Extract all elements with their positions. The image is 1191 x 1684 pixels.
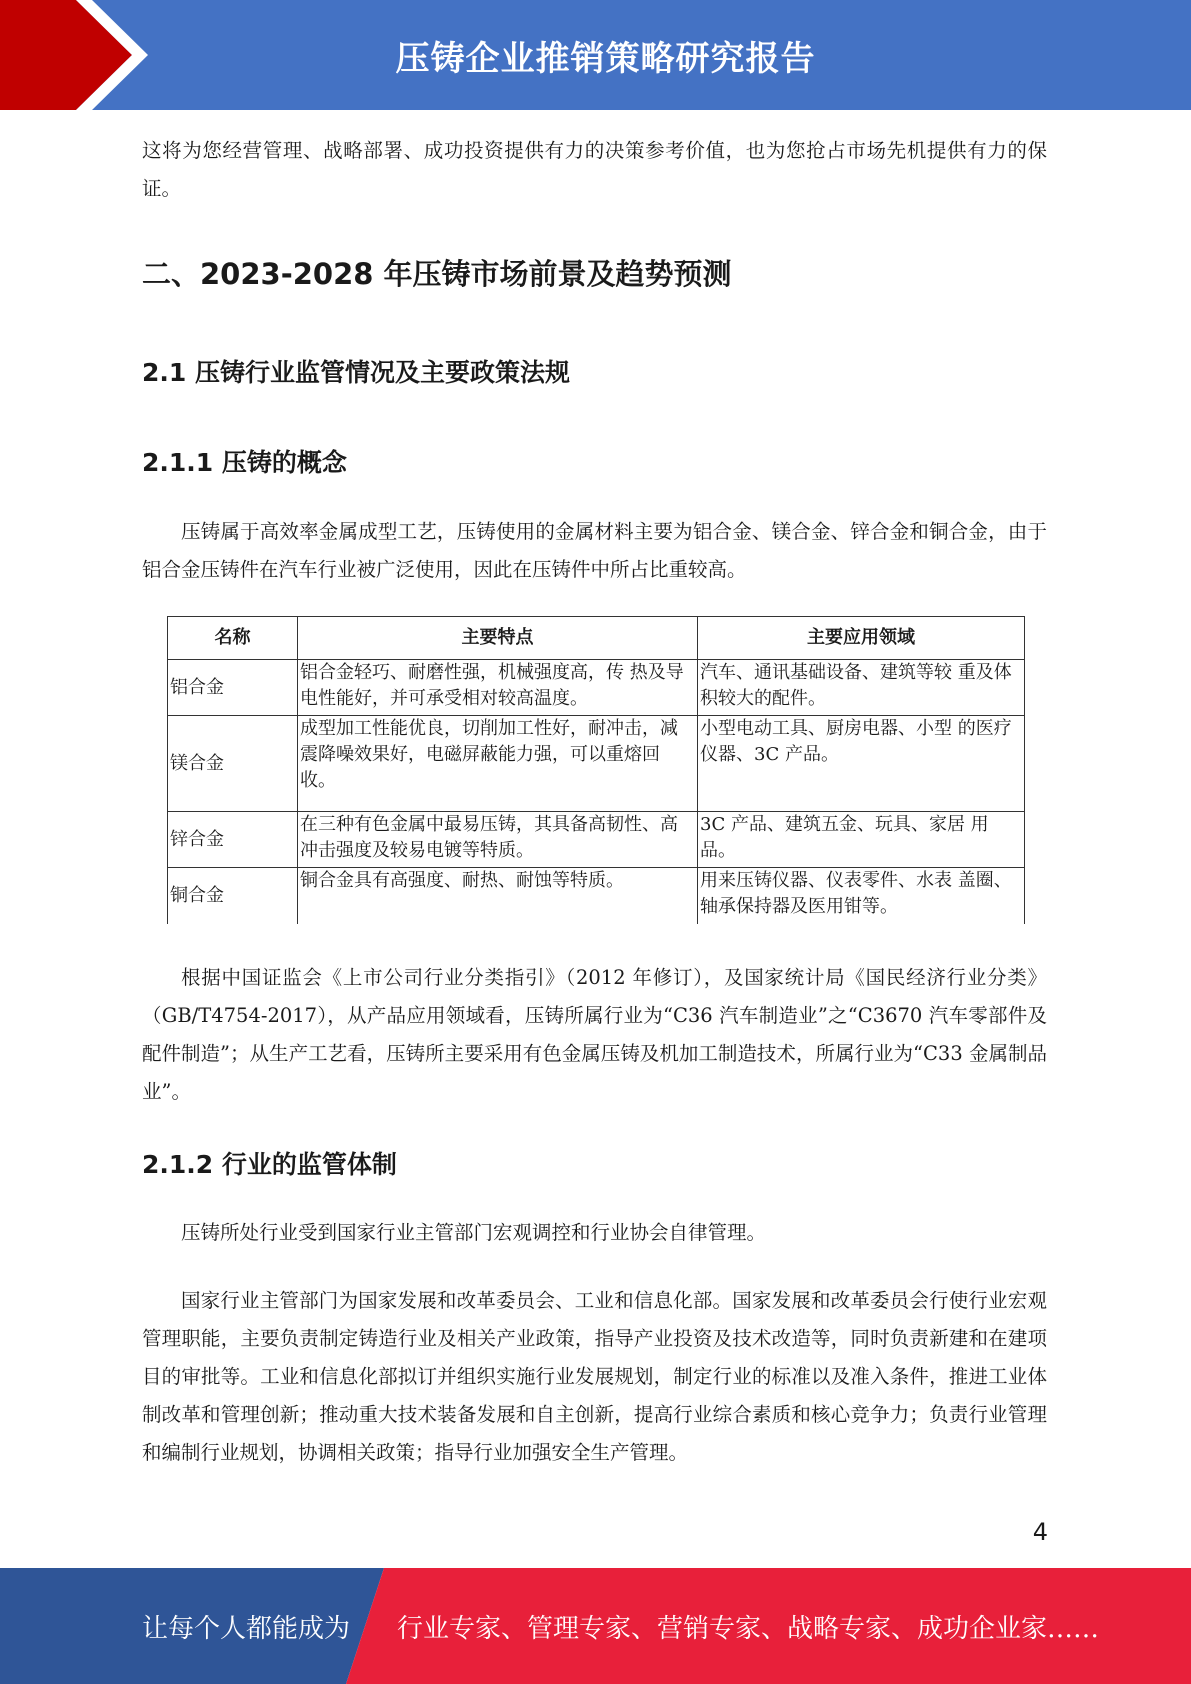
table-cell-name: 镁合金 xyxy=(168,716,298,812)
industry-classification-paragraph: 根据中国证监会《上市公司行业分类指引》（2012 年修订），及国家统计局《国民经济行业分类》（GB/T4754-2017），从产品应用领域看，压铸所属行业为“C36 汽车制造业”之“C3670 汽车零部件及配件制造”；从生产工艺看，压铸所主要采用有色金属压铸及机加工制造技术，所属行业为“C33 金属制品业”。 xyxy=(142,966,1047,1103)
table-row xyxy=(168,868,1025,924)
table-header-name: 名称 xyxy=(168,617,298,660)
table-header-row xyxy=(168,617,1025,660)
intro-paragraph: 这将为您经营管理、战略部署、成功投资提供有力的决策参考价值，也为您抢占市场先机提供有力的保证。 xyxy=(142,139,1047,200)
table-cell-features: 铜合金具有高强度、耐热、耐蚀等特质。 xyxy=(298,868,698,924)
report-title: 压铸企业推销策略研究报告 xyxy=(395,38,816,79)
table-cell-name: 铜合金 xyxy=(168,868,298,924)
table-row xyxy=(168,660,1025,716)
table-cell-uses: 小型电动工具、厨房电器、小型 的医疗仪器、3C 产品。 xyxy=(698,716,1025,812)
table-cell-name: 锌合金 xyxy=(168,812,298,868)
table-cell-uses: 用来压铸仪器、仪表零件、水表 盖圈、轴承保持器及医用钳等。 xyxy=(698,868,1025,924)
section-2-1-2-heading: 2.1.2 行业的监管体制 xyxy=(142,1150,397,1179)
section-2-heading: 二、2023-2028 年压铸市场前景及趋势预测 xyxy=(142,257,732,291)
section-2-1-1-heading: 2.1.1 压铸的概念 xyxy=(142,448,347,477)
regulation-intro-paragraph: 压铸所处行业受到国家行业主管部门宏观调控和行业协会自律管理。 xyxy=(181,1221,767,1244)
alloy-table xyxy=(167,616,1025,924)
die-casting-concept-paragraph: 压铸属于高效率金属成型工艺，压铸使用的金属材料主要为铝合金、镁合金、锌合金和铜合金，由于铝合金压铸件在汽车行业被广泛使用，因此在压铸件中所占比重较高。 xyxy=(142,520,1047,581)
section-2-1-heading: 2.1 压铸行业监管情况及主要政策法规 xyxy=(142,358,570,387)
regulatory-authorities-paragraph: 国家行业主管部门为国家发展和改革委员会、工业和信息化部。国家发展和改革委员会行使行业宏观管理职能，主要负责制定铸造行业及相关产业政策，指导产业投资及技术改造等，同时负责新建和在建项目的审批等。工业和信息化部拟订并组织实施行业发展规划，制定行业的标准以及准入条件，推进工业体制改革和管理创新；推动重大技术装备发展和自主创新，提高行业综合素质和核心竞争力；负责行业管理和编制行业规划，协调相关政策；指导行业加强安全生产管理。 xyxy=(142,1289,1047,1464)
footer-slogan-left: 让每个人都能成为 xyxy=(142,1613,351,1644)
table-header-features: 主要特点 xyxy=(298,617,698,660)
table-cell-features: 铝合金轻巧、耐磨性强，机械强度高，传 热及导电性能好，并可承受相对较高温度。 xyxy=(298,660,698,716)
table-cell-uses: 3C 产品、建筑五金、玩具、家居 用品。 xyxy=(698,812,1025,868)
table-row xyxy=(168,812,1025,868)
table-cell-uses: 汽车、通讯基础设备、建筑等较 重及体积较大的配件。 xyxy=(698,660,1025,716)
page-number: 4 xyxy=(1032,1518,1048,1546)
table-cell-features: 成型加工性能优良，切削加工性好，耐冲击，减震降噪效果好，电磁屏蔽能力强，可以重熔回收。 xyxy=(298,716,698,812)
footer-slogan-right: 行业专家、管理专家、营销专家、战略专家、成功企业家…… xyxy=(397,1613,1100,1644)
table-cell-features: 在三种有色金属中最易压铸，其具备高韧性、高冲击强度及较易电镀等特质。 xyxy=(298,812,698,868)
page-header xyxy=(0,0,1191,110)
table-row xyxy=(168,716,1025,812)
table-header-uses: 主要应用领域 xyxy=(698,617,1025,660)
table-cell-name: 铝合金 xyxy=(168,660,298,716)
page-footer xyxy=(0,1568,1191,1684)
